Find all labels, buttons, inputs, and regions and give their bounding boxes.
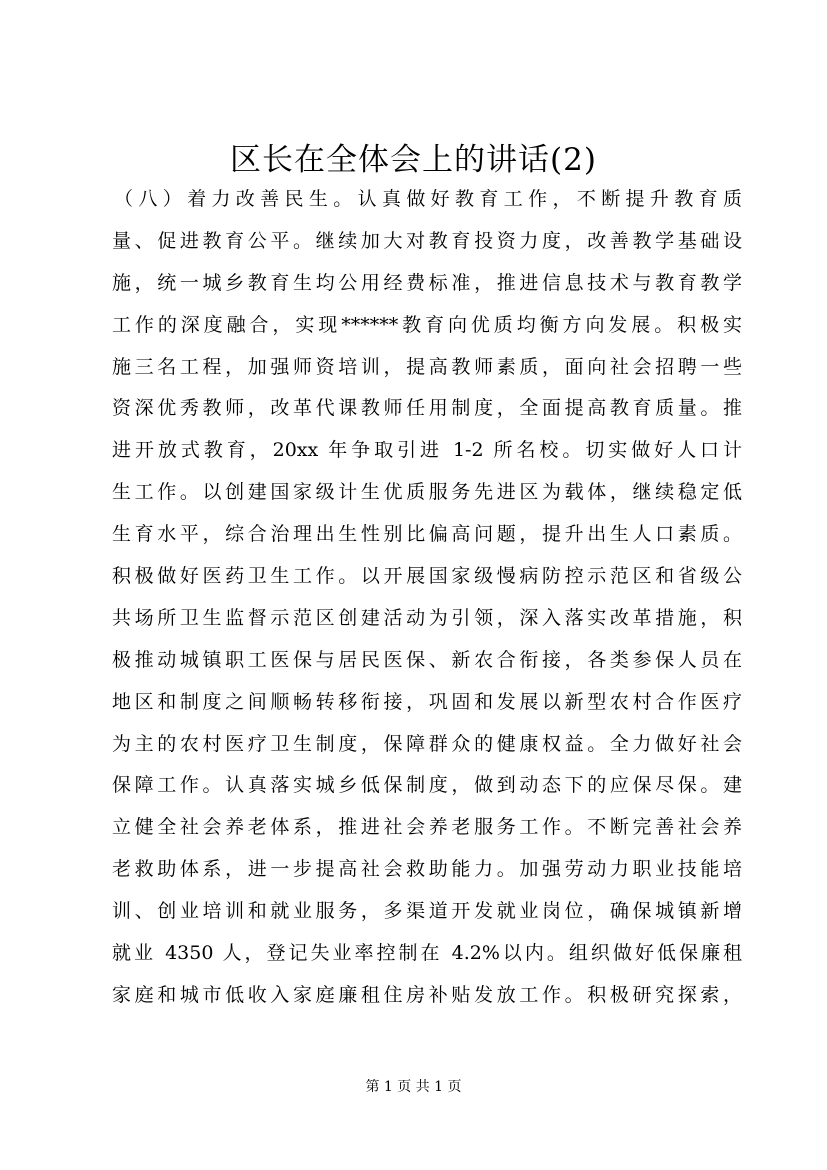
text-line: 工作的深度融合，实现******教育向优质均衡方向发展。积极实 — [112, 313, 742, 336]
text-line: 量、促进教育公平。继续加大对教育投资力度，改善教学基础设 — [112, 229, 742, 252]
text-line: 资深优秀教师，改革代课教师任用制度，全面提高教育质量。推 — [112, 397, 742, 420]
text-line: 进开放式教育，20xx 年争取引进 1-2 所名校。切实做好人口计 — [112, 439, 742, 462]
document-title: 区长在全体会上的讲话(2) — [230, 142, 597, 178]
text-line: 立健全社会养老体系，推进社会养老服务工作。不断完善社会养 — [112, 816, 742, 839]
page-footer: 第 1 页 共 1 页 — [365, 1079, 462, 1095]
text-line: 就业 4350 人，登记失业率控制在 4.2%以内。组织做好低保廉租 — [112, 942, 742, 965]
text-line: 极推动城镇职工医保与居民医保、新农合衔接，各类参保人员在 — [112, 648, 742, 671]
text-line: 老救助体系，进一步提高社会救助能力。加强劳动力职业技能培 — [112, 858, 742, 881]
text-line: 施，统一城乡教育生均公用经费标准，推进信息技术与教育教学 — [112, 271, 742, 294]
text-line: 训、创业培训和就业服务，多渠道开发就业岗位，确保城镇新增 — [112, 900, 742, 923]
text-line: 生育水平，综合治理出生性别比偏高问题，提升出生人口素质。 — [112, 523, 742, 546]
text-line: 保障工作。认真落实城乡低保制度，做到动态下的应保尽保。建 — [112, 774, 742, 797]
body-paragraph — [112, 179, 742, 1017]
text-line: （八）着力改善民生。认真做好教育工作，不断提升教育质 — [114, 188, 742, 210]
text-line: 家庭和城市低收入家庭廉租住房补贴发放工作。积极研究探索， — [112, 983, 742, 1006]
text-line: 为主的农村医疗卫生制度，保障群众的健康权益。全力做好社会 — [112, 732, 742, 755]
text-line: 生工作。以创建国家级计生优质服务先进区为载体，继续稳定低 — [112, 481, 742, 504]
text-line: 施三名工程，加强师资培训，提高教师素质，面向社会招聘一些 — [112, 355, 742, 378]
text-line: 地区和制度之间顺畅转移衔接，巩固和发展以新型农村合作医疗 — [112, 690, 742, 713]
text-line: 共场所卫生监督示范区创建活动为引领，深入落实改革措施，积 — [112, 606, 742, 629]
text-line: 积极做好医药卫生工作。以开展国家级慢病防控示范区和省级公 — [112, 565, 742, 588]
